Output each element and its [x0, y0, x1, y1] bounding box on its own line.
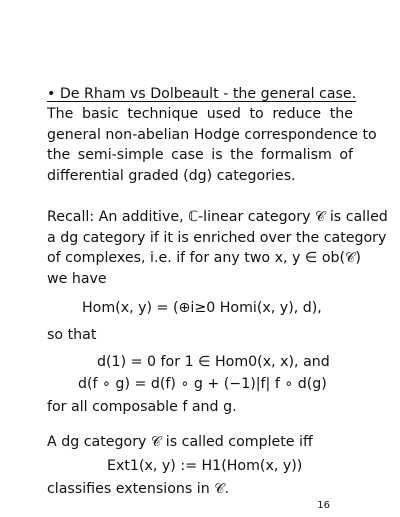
paragraph-line: the semi-simple case is the formalism of [47, 147, 353, 163]
paragraph-line: we have [47, 271, 107, 287]
paragraph-line: so that [47, 327, 97, 343]
paragraph-line: The basic technique used to reduce the [47, 106, 353, 122]
paragraph-line: A dg category 𝒞 is called complete iff [47, 434, 313, 450]
equation-hom-decomposition: Hom(x, y) = (⊕i≥0 Homi(x, y), d), [82, 300, 322, 316]
paragraph-line: Recall: An additive, ℂ-linear category 𝒞 is called [47, 209, 388, 225]
paragraph-line: for all composable f and g. [47, 399, 237, 415]
paragraph-line: of complexes, i.e. if for any two x, y ∈ ob(𝒞) [47, 250, 361, 266]
paragraph-line: general non-abelian Hodge correspondence to [47, 127, 377, 143]
paragraph-line: a dg category if it is enriched over the category [47, 230, 387, 246]
section-heading: • De Rham vs Dolbeault - the general case. [47, 86, 357, 102]
paragraph-line: classifies extensions in 𝒞. [47, 481, 230, 497]
paragraph-line: differential graded (dg) categories. [47, 168, 296, 184]
equation-d-of-one: d(1) = 0 for 1 ∈ Hom0(x, x), and [97, 354, 330, 370]
equation-leibniz-rule: d(f ∘ g) = d(f) ∘ g + (−1)|f| f ∘ d(g) [78, 376, 327, 392]
page-number: 16 [317, 500, 330, 511]
equation-ext-definition: Ext1(x, y) := H1(Hom(x, y)) [107, 458, 303, 474]
